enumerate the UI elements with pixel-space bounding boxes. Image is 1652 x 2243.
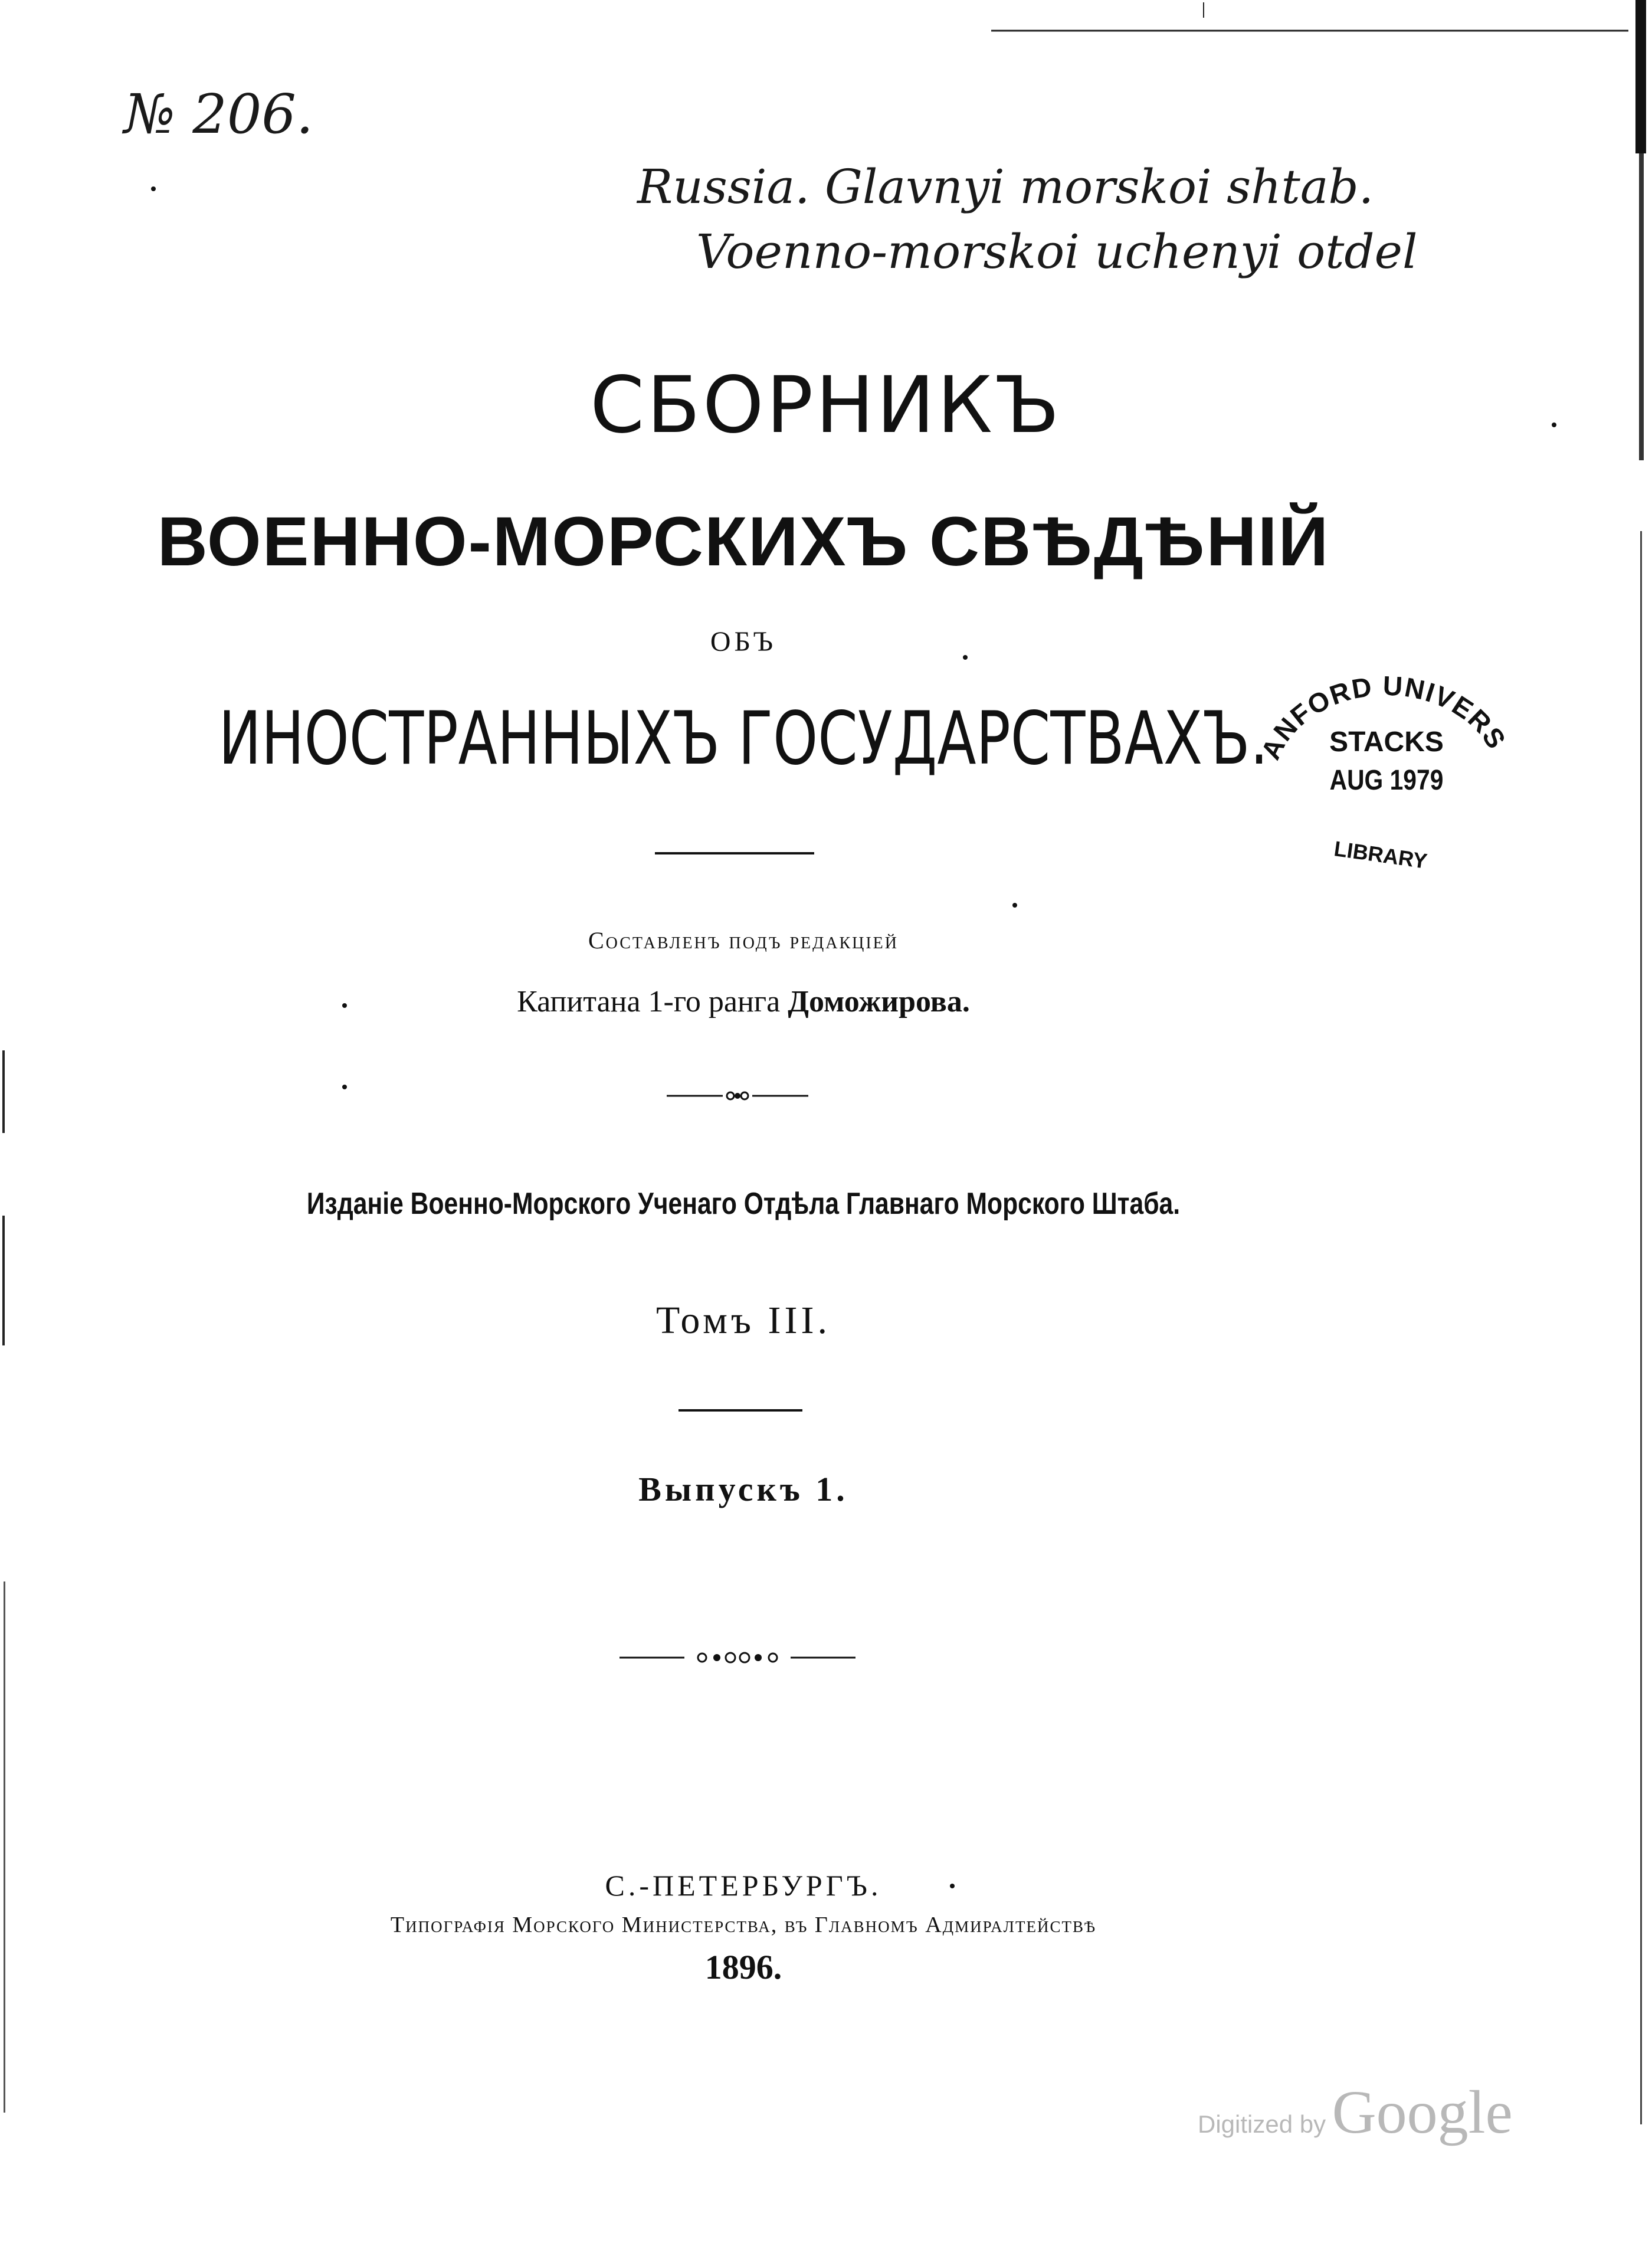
watermark-prefix: Digitized by (1198, 2110, 1326, 2138)
speck (1012, 903, 1017, 908)
library-stamp (1263, 649, 1510, 897)
speck (151, 186, 156, 191)
title-divider (655, 852, 814, 854)
title-states: ИНОСТРАННЫХЪ ГОСУДАРСТВАХЪ. (218, 696, 1268, 781)
stamp-institution: NFORD UNIVERS (1267, 670, 1510, 755)
stamp-collection: STACKS (1329, 726, 1444, 758)
handwritten-catalog-line-1: Russia. Glavnyi morskoi shtab. (637, 159, 1374, 214)
digitized-watermark (1198, 2077, 1513, 2147)
ornament-divider-1 (667, 1087, 808, 1105)
scan-top-edge (0, 0, 1652, 35)
imprint-year: 1896. (704, 1948, 782, 1986)
issue-label: Выпускъ 1. (638, 1470, 848, 1508)
imprint-printer: Типографія Морского Министерства, въ Главномъ Адмиралтействѣ (390, 1913, 1097, 1937)
publisher-line: Изданіе Военно-Морского Ученаго Отдѣла Главнаго Морского Штаба. (306, 1187, 1181, 1221)
stamp-date: AUG 1979 (1329, 765, 1444, 796)
title-connector: ОБЪ (710, 626, 777, 657)
editor-rank: Капитана 1-го ранга (517, 985, 781, 1019)
speck (950, 1884, 955, 1888)
watermark-brand: Google (1332, 2078, 1513, 2146)
ornament-divider-2 (620, 1648, 856, 1668)
handwritten-catalog-line-2: Voenno-morskoi uchenyi otdel (696, 224, 1418, 279)
speck (342, 1085, 347, 1089)
volume-label: Томъ III. (656, 1299, 831, 1342)
title-main: СБОРНИКЪ (590, 360, 1062, 451)
editor-line (0, 984, 1487, 1019)
title-subtitle: ВОЕННО-МОРСКИХЪ СВѢДѢНІЙ (157, 503, 1330, 581)
editor-name: Доможирова. (788, 985, 970, 1019)
handwritten-number: № 206. (124, 83, 314, 146)
scan-left-edge (0, 0, 12, 2240)
speck (963, 655, 968, 660)
speck (1552, 423, 1556, 427)
scan-right-edge (1628, 0, 1652, 2240)
speck (342, 1003, 347, 1008)
editor-compiled-by: Составленъ подъ редакціей (588, 927, 899, 954)
imprint-city: С.-ПЕТЕРБУРГЪ. (605, 1869, 882, 1902)
stamp-library: LIBRARY (1332, 836, 1429, 873)
volume-divider (678, 1409, 802, 1412)
